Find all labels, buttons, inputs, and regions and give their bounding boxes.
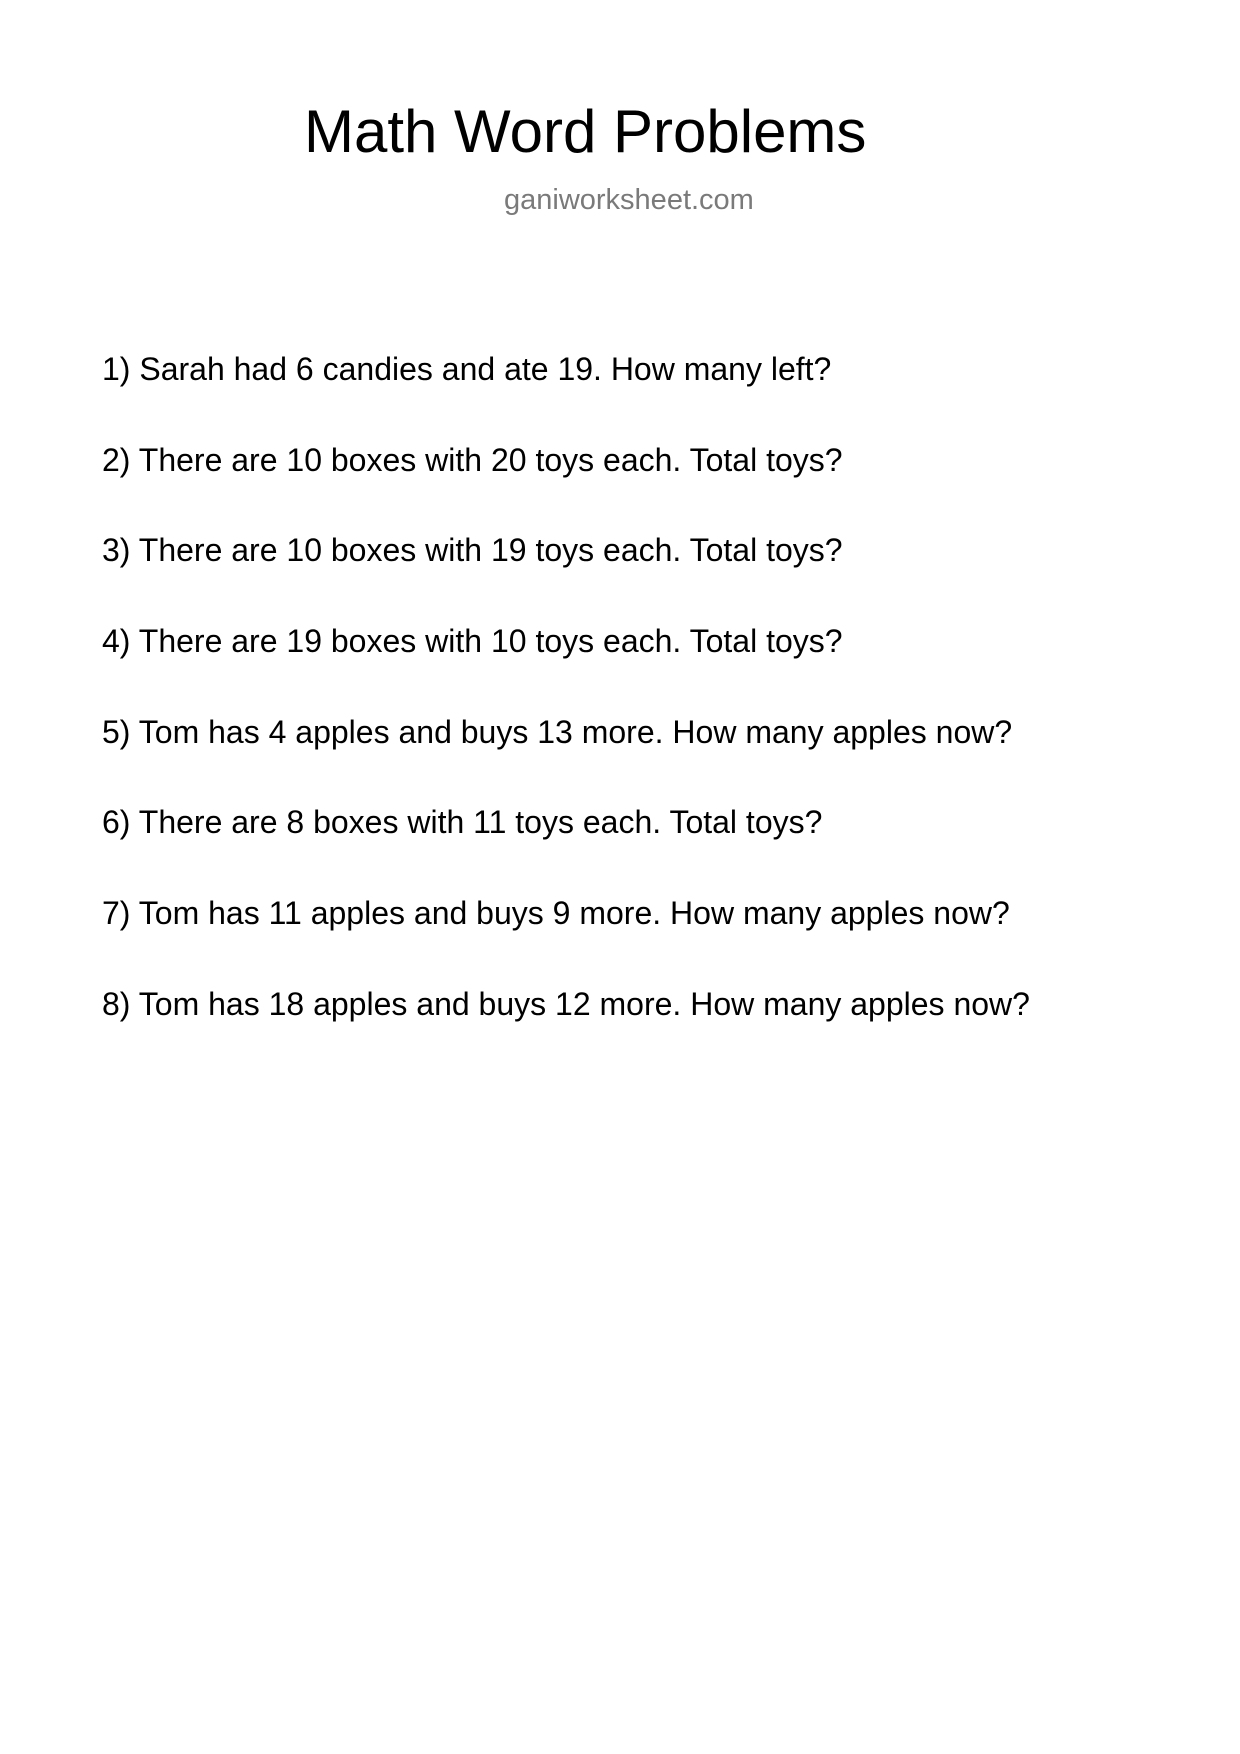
problem-item: 3) There are 10 boxes with 19 toys each. Total toys? bbox=[102, 532, 843, 569]
page-title: Math Word Problems bbox=[304, 98, 867, 165]
problem-item: 7) Tom has 11 apples and buys 9 more. How many apples now? bbox=[102, 895, 1010, 932]
problem-list bbox=[102, 350, 1030, 1076]
problem-item: 6) There are 8 boxes with 11 toys each. Total toys? bbox=[102, 804, 823, 841]
problem-item: 5) Tom has 4 apples and buys 13 more. How many apples now? bbox=[102, 713, 1013, 750]
site-name: ganiworksheet.com bbox=[504, 184, 754, 216]
problem-item: 4) There are 19 boxes with 10 toys each. Total toys? bbox=[102, 623, 843, 660]
problem-item: 8) Tom has 18 apples and buys 12 more. How many apples now? bbox=[102, 985, 1030, 1022]
problem-item: 2) There are 10 boxes with 20 toys each. Total toys? bbox=[102, 441, 843, 478]
problem-item: 1) Sarah had 6 candies and ate 19. How many left? bbox=[102, 351, 832, 387]
